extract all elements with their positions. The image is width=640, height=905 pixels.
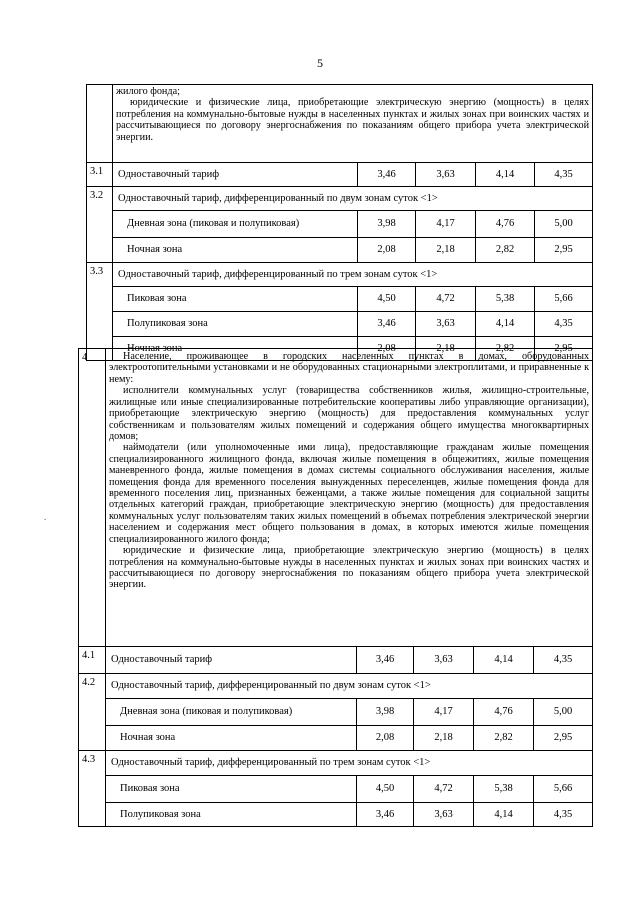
- row-label: Одноставочный тариф, дифференцированный по двум зонам суток <1>: [106, 674, 593, 699]
- table-row: [79, 699, 593, 726]
- table-row: [79, 349, 593, 647]
- table-row: [79, 647, 593, 674]
- table-row: [79, 726, 593, 751]
- row-number: 4.2: [79, 674, 106, 751]
- row-label: Одноставочный тариф: [113, 163, 358, 187]
- row-label: Полупиковая зона: [106, 803, 357, 827]
- tariff-value: 2,82: [476, 337, 535, 361]
- tariff-value: 5,00: [534, 699, 593, 726]
- tariff-value: 2,18: [416, 337, 476, 361]
- row-number: 4: [79, 349, 106, 647]
- table-row: [87, 263, 593, 287]
- table-row: [87, 211, 593, 238]
- tariff-table-lower: [78, 348, 593, 827]
- tariff-value: 5,38: [474, 776, 534, 803]
- tariff-value: 4,50: [358, 287, 416, 312]
- tariff-value: 5,38: [476, 287, 535, 312]
- row-number-cell: [87, 85, 113, 163]
- tariff-value: 2,82: [476, 238, 535, 263]
- tariff-value: 3,46: [357, 647, 414, 674]
- row-label: Одноставочный тариф, дифференцированный по двум зонам суток <1>: [113, 187, 593, 211]
- tariff-value: 3,46: [357, 803, 414, 827]
- row-number: 4.3: [79, 751, 106, 827]
- row-number: 3.2: [87, 187, 113, 263]
- section4-text-cell: [106, 349, 593, 647]
- row-label: Ночная зона: [113, 238, 358, 263]
- paragraph: юридические и физические лица, приобретающие электрическую энергию (мощность) в целях потребления на коммунально-бытовые нужды в населенных пунктах и жилых зонах при воинских частях и рассчитывающиеся по договору энергоснабжения по показаниям общего прибора учета электрической энергии.: [116, 97, 590, 143]
- tariff-value: 5,00: [535, 211, 593, 238]
- tariff-value: 4,72: [414, 776, 474, 803]
- tariff-value: 4,50: [357, 776, 414, 803]
- continuation-line: жилого фонда;: [116, 86, 180, 97]
- tariff-value: 4,17: [414, 699, 474, 726]
- tariff-value: 4,14: [476, 163, 535, 187]
- tariff-value: 2,08: [358, 238, 416, 263]
- row-label: Одноставочный тариф, дифференцированный по трем зонам суток <1>: [113, 263, 593, 287]
- row-label: Одноставочный тариф: [106, 647, 357, 674]
- table-row: [79, 674, 593, 699]
- table-row: [87, 163, 593, 187]
- tariff-value: 4,14: [474, 803, 534, 827]
- tariff-value: 2,82: [474, 726, 534, 751]
- tariff-value: 3,98: [357, 699, 414, 726]
- row-number: 3.1: [87, 163, 113, 187]
- row-number: 3.3: [87, 263, 113, 361]
- tariff-value: 3,98: [358, 211, 416, 238]
- row-label: Пиковая зона: [106, 776, 357, 803]
- tariff-value: 2,08: [357, 726, 414, 751]
- table-row: [87, 85, 593, 163]
- tariff-value: 3,63: [414, 647, 474, 674]
- tariff-value: 5,66: [534, 776, 593, 803]
- table-row: [79, 776, 593, 803]
- paragraph: исполнители коммунальных услуг (товарищества собственников жилья, жилищно-строительные, жилищные или иные специализированные потребительские кооперативы либо управляющие организации), приобретающие электрическую энергию (мощность) для предоставления коммунальных услуг собственникам и пользователям жилых помещений и содержания общего имущества многоквартирных домов;: [109, 385, 590, 442]
- paragraph: юридические и физические лица, приобретающие электрическую энергию (мощность) в целях потребления на коммунально-бытовые нужды в населенных пунктах и жилых зонах при воинских частях и рассчитывающиеся по договору энергоснабжения по показаниям общего прибора учета электрической энергии.: [109, 545, 590, 591]
- tariff-value: 5,66: [535, 287, 593, 312]
- tariff-value: 4,35: [534, 803, 593, 827]
- tariff-value: 2,95: [534, 726, 593, 751]
- row-label: Пиковая зона: [113, 287, 358, 312]
- table-row: [79, 751, 593, 776]
- tariff-value: 3,46: [358, 163, 416, 187]
- tariff-value: 3,63: [416, 163, 476, 187]
- row-label: Дневная зона (пиковая и полупиковая): [106, 699, 357, 726]
- tariff-value: 3,46: [358, 312, 416, 337]
- tariff-value: 4,14: [474, 647, 534, 674]
- tariff-value: 2,95: [535, 238, 593, 263]
- row-label: Полупиковая зона: [113, 312, 358, 337]
- table-row: [87, 238, 593, 263]
- row-label: Ночная зона: [106, 726, 357, 751]
- tariff-value: 4,14: [476, 312, 535, 337]
- table-row: [87, 312, 593, 337]
- table-row: [79, 803, 593, 827]
- tariff-value: 4,35: [534, 647, 593, 674]
- tariff-value: 4,76: [474, 699, 534, 726]
- row-label: Ночная зона: [113, 337, 358, 361]
- row-label: Дневная зона (пиковая и полупиковая): [113, 211, 358, 238]
- row-label: Одноставочный тариф, дифференцированный по трем зонам суток <1>: [106, 751, 593, 776]
- table-row: [87, 187, 593, 211]
- tariff-value: 2,18: [414, 726, 474, 751]
- tariff-value: 4,72: [416, 287, 476, 312]
- tariff-value: 4,17: [416, 211, 476, 238]
- tariff-value: 3,63: [414, 803, 474, 827]
- tariff-value: 4,76: [476, 211, 535, 238]
- tariff-table-upper: [86, 84, 593, 361]
- page-number: 5: [317, 56, 323, 70]
- tariff-value: 4,35: [535, 163, 593, 187]
- paragraph: Население, проживающее в городских населенных пунктах в домах, оборудованных электроотопительными установками и не оборудованных стационарными электроплитами, и приравненные к нему:: [109, 351, 590, 385]
- tariff-value: 2,08: [358, 337, 416, 361]
- tariff-value: 2,95: [535, 337, 593, 361]
- tariff-value: 4,35: [535, 312, 593, 337]
- table-row: [87, 287, 593, 312]
- section3-text-cell: [113, 85, 593, 163]
- row-number: 4.1: [79, 647, 106, 674]
- paragraph: наймодатели (или уполномоченные ими лица), предоставляющие гражданам жилые помещения специализированного жилищного фонда, включая жилые помещения в общежитиях, жилые помещения маневренного фонда, жилые помещения в домах системы социального обслуживания населения, жилые помещения фонда для временного поселения вынужденных переселенцев, жилые помещения фонда для временного поселения лиц, признанных беженцами, а также жилые помещения для социальной защиты отдельных категорий граждан, приобретающие электрическую энергию (мощность) для предоставления коммунальных услуг пользователям таких жилых помещений в объемах потребления электрической энергии населением и содержания мест общего пользования в домах, в которых имеются жилые помещения специализированного жилого фонда;: [109, 442, 590, 545]
- tariff-value: 3,63: [416, 312, 476, 337]
- stray-mark: .: [44, 512, 47, 522]
- tariff-value: 2,18: [416, 238, 476, 263]
